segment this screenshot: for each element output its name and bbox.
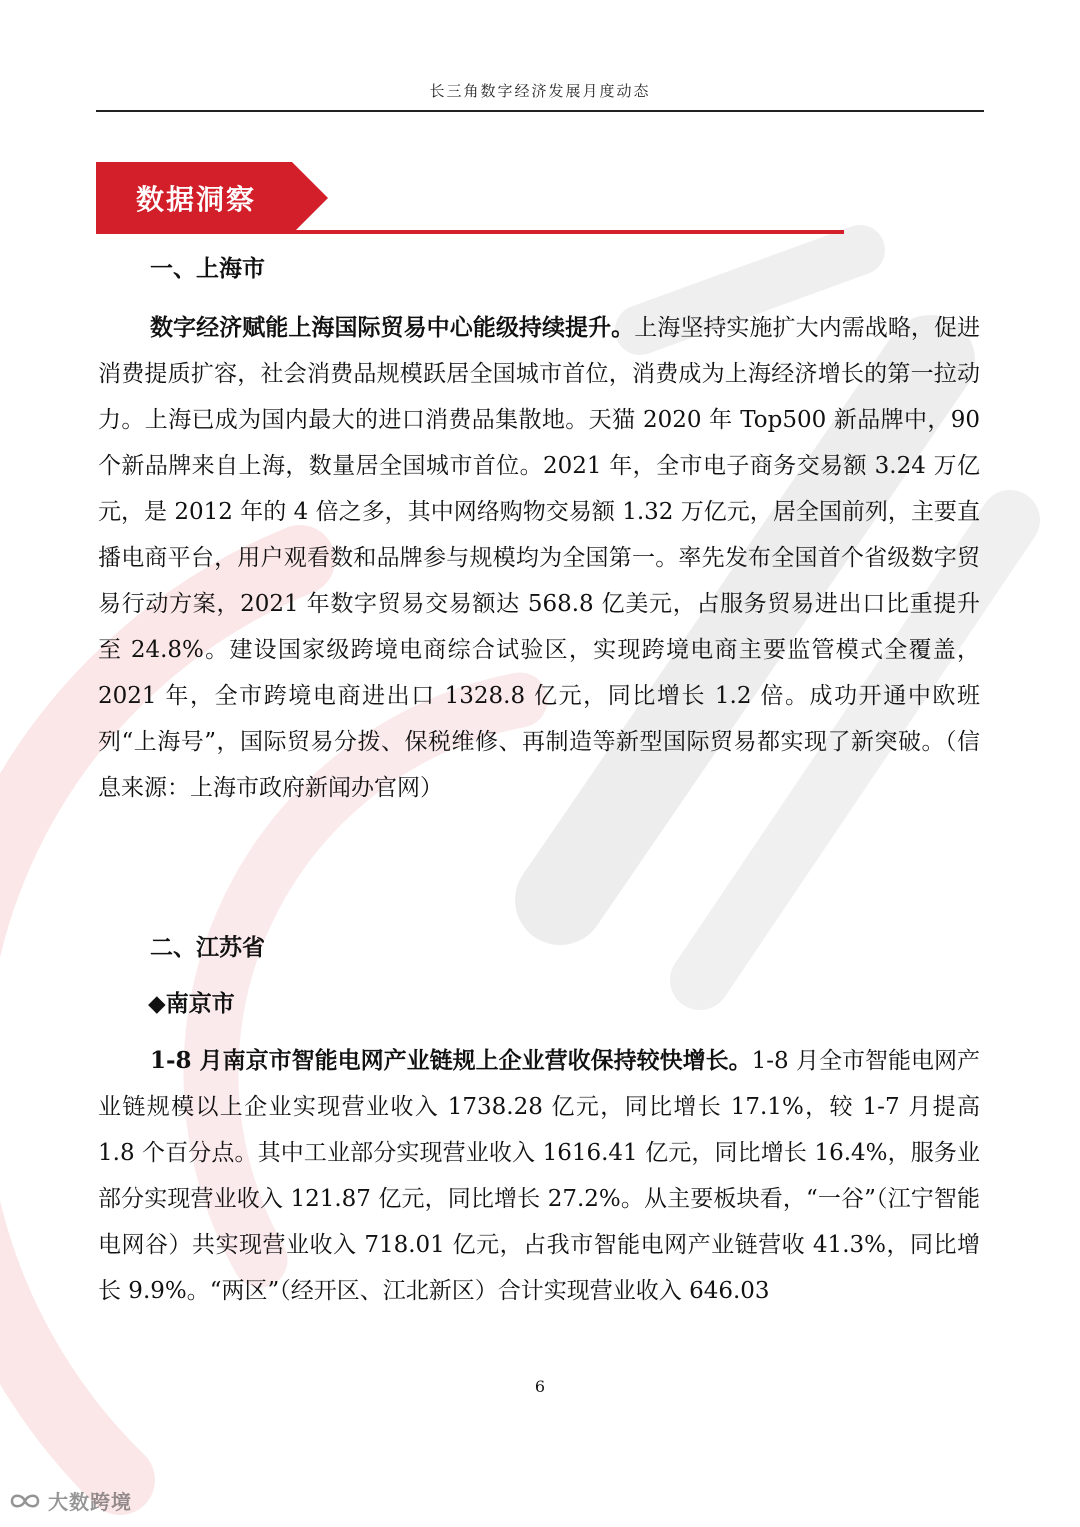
shanghai-paragraph: [98, 305, 980, 811]
source-watermark: [8, 1486, 132, 1515]
nanjing-lead: 1-8 月南京市智能电网产业链规上企业营收保持较快增长。: [150, 1047, 752, 1074]
shanghai-heading: 一、上海市: [150, 255, 265, 282]
shanghai-body: 上海坚持实施扩大内需战略，促进消费提质扩容，社会消费品规模跃居全国城市首位，消费成为上海经济增长的第一拉动力。上海已成为国内最大的进口消费品集散地。天猫 2020 年 Top500 新品牌中，90 个新品牌来自上海，数量居全国城市首位。2021 年，全市电子商务交易额 3.24 万亿元，是 2012 年的 4 倍之多，其中网络购物交易额 1.32 万亿元，居全国前列，主要直播电商平台，用户观看数和品牌参与规模均为全国第一。率先发布全国首个省级数字贸易行动方案，2021 年数字贸易交易额达 568.8 亿美元，占服务贸易进出口比重提升至 24.8%。建设国家级跨境电商综合试验区，实现跨境电商主要监管模式全覆盖，2021 年，全市跨境电商进出口 1328.8 亿元，同比增长 1.2 倍。成功开通中欧班列“上海号”，国际贸易分拨、保税维修、再制造等新型国际贸易都实现了新突破。（信息来源：上海市政府新闻办官网）: [98, 315, 981, 801]
nanjing-body: 1-8 月全市智能电网产业链规模以上企业实现营业收入 1738.28 亿元，同比增长 17.1%，较 1-7 月提高 1.8 个百分点。其中工业部分实现营业收入 1616.41 亿元，同比增长 16.4%，服务业部分实现营业收入 121.87 亿元，同比增长 27.2%。从主要板块看，“一谷”（江宁智能电网谷）共实现营业收入 718.01 亿元，占我市智能电网产业链营收 41.3%，同比增长 9.9%。“两区”（经开区、江北新区）合计实现营业收入 646.03: [98, 1048, 980, 1304]
page-number: 6: [534, 1377, 546, 1396]
shanghai-lead: 数字经济赋能上海国际贸易中心能级持续提升。: [150, 314, 635, 341]
infinity-logo-icon: [8, 1490, 42, 1512]
nanjing-subheading: ◆南京市: [148, 990, 235, 1017]
nanjing-paragraph: [98, 1038, 980, 1314]
section-banner: [96, 162, 328, 234]
header-rule: [96, 110, 984, 112]
running-header: 长三角数字经济发展月度动态: [429, 82, 651, 100]
source-mark-text: 大数跨境: [48, 1490, 132, 1514]
jiangsu-heading: 二、江苏省: [150, 934, 265, 961]
banner-rule: [96, 230, 844, 234]
banner-title: 数据洞察: [135, 183, 256, 216]
